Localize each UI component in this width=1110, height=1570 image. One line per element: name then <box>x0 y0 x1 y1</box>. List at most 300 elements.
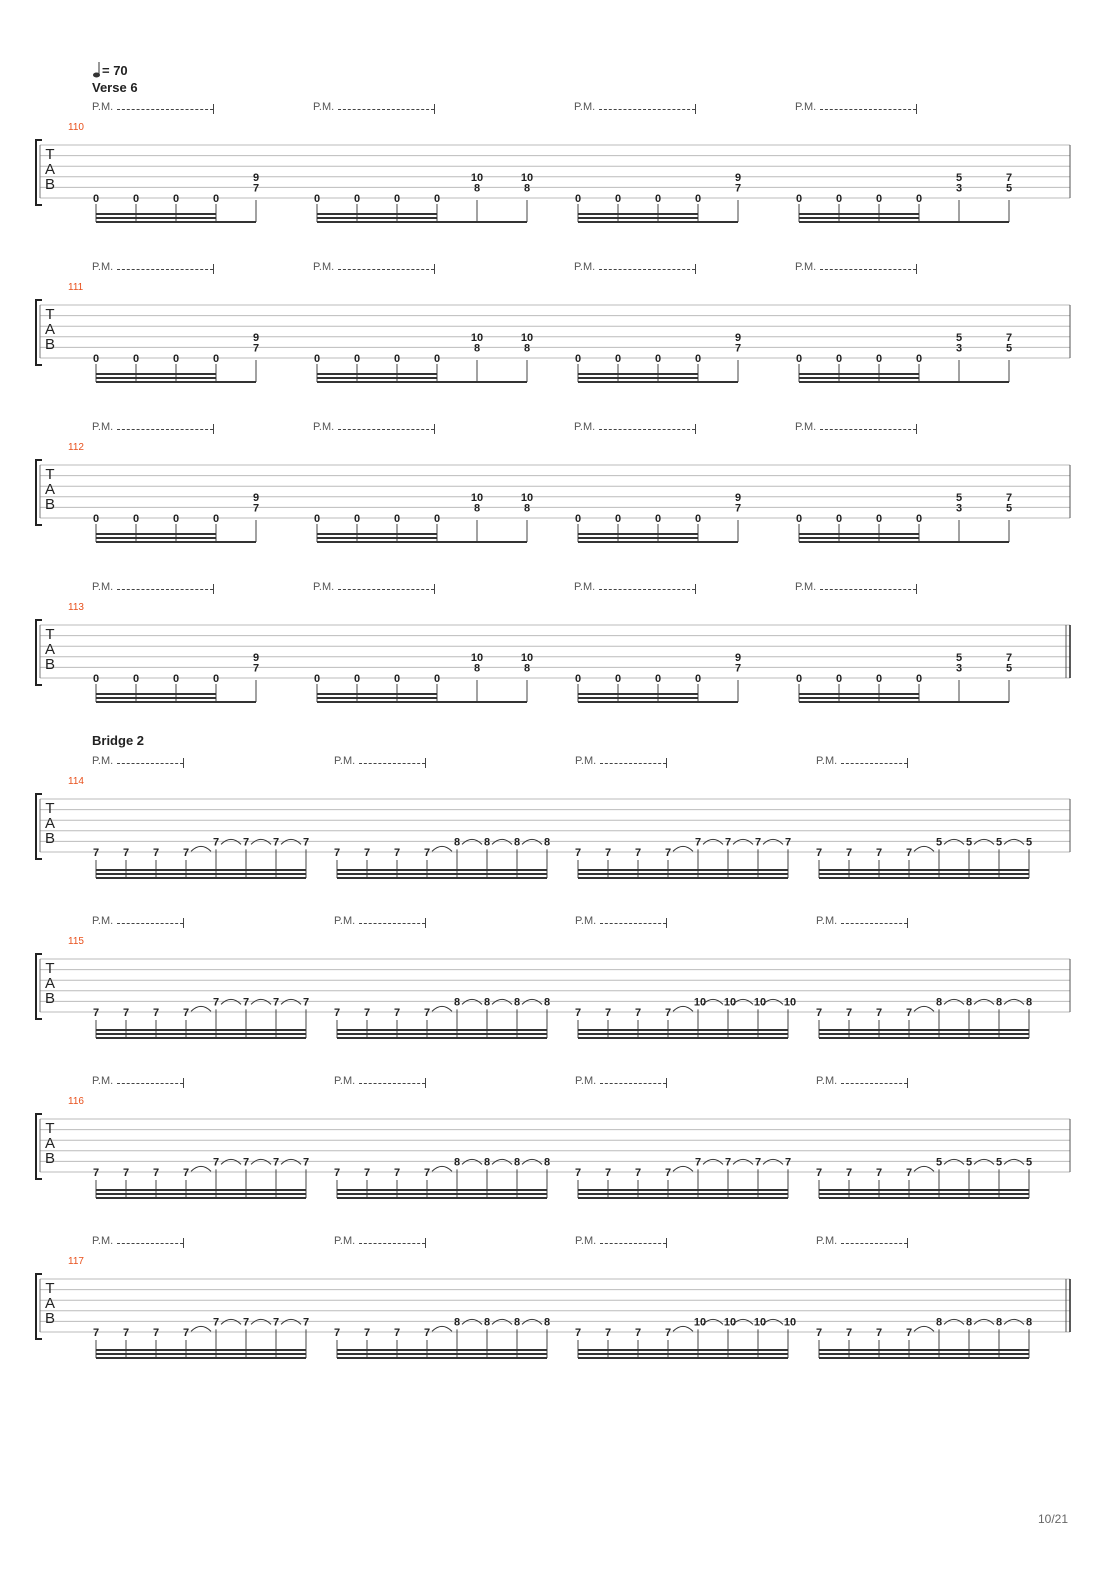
fret-number: 0 <box>915 193 923 205</box>
palm-mute-dashes <box>359 755 425 764</box>
hammer-on-arc <box>733 1159 753 1164</box>
palm-mute-label: P.M. <box>92 421 114 433</box>
palm-mute-label: P.M. <box>816 755 838 767</box>
palm-mute-dashes <box>117 755 183 764</box>
fret-number: 0 <box>915 673 923 685</box>
palm-mute-end <box>916 264 917 274</box>
fret-number: 7 <box>905 1327 913 1339</box>
palm-mute-end <box>213 424 214 434</box>
palm-mute-label: P.M. <box>334 1235 356 1247</box>
hammer-on-arc <box>191 846 211 851</box>
palm-mute-label: P.M. <box>92 915 114 927</box>
palm-mute-end <box>183 1078 184 1088</box>
fret-number: 10 <box>470 171 484 184</box>
fret-number: 0 <box>393 513 401 525</box>
measure-number: 112 <box>68 442 84 453</box>
fret-number: 7 <box>423 847 431 859</box>
hammer-on-arc <box>974 839 994 844</box>
palm-mute-marking <box>92 421 214 434</box>
hammer-on-arc <box>914 846 934 851</box>
fret-number: 0 <box>212 513 220 525</box>
palm-mute-dashes <box>117 261 213 270</box>
palm-mute-marking <box>575 1075 667 1088</box>
palm-mute-marking <box>795 421 917 434</box>
palm-mute-marking <box>92 1235 184 1248</box>
hammer-on-arc <box>1004 839 1024 844</box>
palm-mute-dashes <box>600 1235 666 1244</box>
system-bracket <box>36 140 42 205</box>
fret-number: 0 <box>433 353 441 365</box>
fret-number: 7 <box>694 1156 702 1169</box>
palm-mute-marking <box>334 915 426 928</box>
fret-number: 8 <box>473 342 481 355</box>
fret-number: 7 <box>212 1156 220 1169</box>
palm-mute-end <box>434 424 435 434</box>
tab-staff <box>0 605 1110 715</box>
fret-number: 7 <box>905 1167 913 1179</box>
hammer-on-arc <box>522 1319 542 1324</box>
fret-number: 7 <box>845 1327 853 1339</box>
hammer-on-arc <box>914 1006 934 1011</box>
palm-mute-end <box>666 918 667 928</box>
palm-mute-end <box>183 758 184 768</box>
palm-mute-label: P.M. <box>795 101 817 113</box>
fret-number: 0 <box>795 193 803 205</box>
fret-number: 7 <box>182 1327 190 1339</box>
tab-clef-letter: T <box>45 306 55 323</box>
fret-number: 10 <box>470 651 484 664</box>
system-bracket <box>36 460 42 525</box>
fret-number: 0 <box>915 353 923 365</box>
palm-mute-end <box>907 918 908 928</box>
system-bracket <box>36 300 42 365</box>
fret-number: 0 <box>875 513 883 525</box>
palm-mute-label: P.M. <box>575 915 597 927</box>
hammer-on-arc <box>462 1159 482 1164</box>
palm-mute-label: P.M. <box>313 261 335 273</box>
fret-number: 8 <box>965 1316 973 1329</box>
palm-mute-marking <box>816 755 908 768</box>
fret-number: 5 <box>1005 342 1013 355</box>
fret-number: 0 <box>654 513 662 525</box>
fret-number: 9 <box>734 331 742 344</box>
measure-number: 115 <box>68 936 84 947</box>
tab-clef-letter: A <box>44 481 56 498</box>
palm-mute-marking <box>92 755 184 768</box>
fret-number: 8 <box>453 996 461 1009</box>
fret-number: 0 <box>654 673 662 685</box>
palm-mute-label: P.M. <box>92 261 114 273</box>
palm-mute-label: P.M. <box>816 1235 838 1247</box>
palm-mute-dashes <box>117 421 213 430</box>
fret-number: 7 <box>1005 491 1013 504</box>
fret-number: 7 <box>815 1327 823 1339</box>
palm-mute-marking <box>574 581 696 594</box>
palm-mute-dashes <box>599 421 695 430</box>
palm-mute-marking <box>575 755 667 768</box>
fret-number: 0 <box>433 513 441 525</box>
palm-mute-dashes <box>117 1075 183 1084</box>
fret-number: 7 <box>423 1327 431 1339</box>
fret-number: 7 <box>815 1007 823 1019</box>
palm-mute-end <box>695 104 696 114</box>
fret-number: 0 <box>875 673 883 685</box>
fret-number: 8 <box>523 662 531 675</box>
fret-number: 8 <box>453 836 461 849</box>
quarter-note-icon <box>92 61 102 79</box>
fret-number: 7 <box>272 996 280 1009</box>
palm-mute-label: P.M. <box>795 581 817 593</box>
fret-number: 8 <box>483 1156 491 1169</box>
tab-staff <box>0 285 1110 395</box>
fret-number: 7 <box>574 1327 582 1339</box>
hammer-on-arc <box>221 1159 241 1164</box>
fret-number: 7 <box>734 182 742 195</box>
palm-mute-marking <box>816 1235 908 1248</box>
palm-mute-marking <box>92 261 214 274</box>
palm-mute-marking <box>574 421 696 434</box>
tempo-marking <box>92 61 128 79</box>
fret-number: 8 <box>523 182 531 195</box>
palm-mute-marking <box>574 261 696 274</box>
fret-number: 8 <box>513 1316 521 1329</box>
fret-number: 7 <box>815 847 823 859</box>
palm-mute-dashes <box>338 421 434 430</box>
fret-number: 8 <box>543 1316 551 1329</box>
fret-number: 10 <box>783 996 797 1009</box>
fret-number: 3 <box>955 342 963 355</box>
fret-number: 7 <box>694 836 702 849</box>
hammer-on-arc <box>191 1166 211 1171</box>
fret-number: 0 <box>875 193 883 205</box>
hammer-on-arc <box>944 1159 964 1164</box>
palm-mute-marking <box>816 1075 908 1088</box>
palm-mute-dashes <box>841 1235 907 1244</box>
fret-number: 7 <box>252 182 260 195</box>
fret-number: 7 <box>252 662 260 675</box>
page-number: 10/21 <box>1037 1512 1068 1526</box>
tab-staff <box>0 445 1110 555</box>
palm-mute-label: P.M. <box>334 915 356 927</box>
palm-mute-end <box>666 1078 667 1088</box>
fret-number: 0 <box>915 513 923 525</box>
fret-number: 0 <box>92 193 100 205</box>
palm-mute-label: P.M. <box>92 1075 114 1087</box>
hammer-on-arc <box>432 1006 452 1011</box>
fret-number: 7 <box>272 1156 280 1169</box>
palm-mute-dashes <box>359 915 425 924</box>
hammer-on-arc <box>1004 999 1024 1004</box>
hammer-on-arc <box>221 839 241 844</box>
hammer-on-arc <box>432 1326 452 1331</box>
fret-number: 7 <box>393 1167 401 1179</box>
fret-number: 5 <box>955 651 963 664</box>
hammer-on-arc <box>673 846 693 851</box>
fret-number: 7 <box>182 1007 190 1019</box>
fret-number: 7 <box>92 847 100 859</box>
palm-mute-end <box>213 584 214 594</box>
fret-number: 3 <box>955 502 963 515</box>
fret-number: 0 <box>132 513 140 525</box>
measure-number: 116 <box>68 1096 84 1107</box>
fret-number: 0 <box>393 193 401 205</box>
fret-number: 7 <box>242 836 250 849</box>
palm-mute-dashes <box>338 581 434 590</box>
fret-number: 5 <box>995 1156 1003 1169</box>
fret-number: 7 <box>152 847 160 859</box>
fret-number: 9 <box>734 651 742 664</box>
palm-mute-dashes <box>117 1235 183 1244</box>
palm-mute-dashes <box>117 915 183 924</box>
palm-mute-label: P.M. <box>574 421 596 433</box>
fret-number: 7 <box>845 1167 853 1179</box>
palm-mute-dashes <box>600 755 666 764</box>
tab-clef-letter: A <box>44 1135 56 1152</box>
fret-number: 7 <box>664 1007 672 1019</box>
hammer-on-arc <box>281 1319 301 1324</box>
palm-mute-dashes <box>820 101 916 110</box>
fret-number: 5 <box>995 836 1003 849</box>
fret-number: 0 <box>835 673 843 685</box>
fret-number: 7 <box>182 847 190 859</box>
tab-clef-letter: T <box>45 960 55 977</box>
palm-mute-end <box>425 758 426 768</box>
fret-number: 0 <box>795 353 803 365</box>
fret-number: 0 <box>212 193 220 205</box>
fret-number: 7 <box>122 1167 130 1179</box>
palm-mute-end <box>916 104 917 114</box>
palm-mute-label: P.M. <box>795 261 817 273</box>
fret-number: 7 <box>272 836 280 849</box>
fret-number: 7 <box>1005 331 1013 344</box>
fret-number: 7 <box>242 996 250 1009</box>
palm-mute-label: P.M. <box>92 101 114 113</box>
fret-number: 3 <box>955 662 963 675</box>
palm-mute-end <box>666 1238 667 1248</box>
fret-number: 10 <box>783 1316 797 1329</box>
fret-number: 8 <box>995 1316 1003 1329</box>
fret-number: 7 <box>122 1327 130 1339</box>
fret-number: 0 <box>433 673 441 685</box>
fret-number: 7 <box>393 847 401 859</box>
tab-clef-letter: T <box>45 466 55 483</box>
fret-number: 7 <box>333 1327 341 1339</box>
hammer-on-arc <box>221 1319 241 1324</box>
section-label-verse: Verse 6 <box>92 80 138 95</box>
fret-number: 0 <box>694 193 702 205</box>
fret-number: 8 <box>473 502 481 515</box>
system-bracket <box>36 954 42 1019</box>
palm-mute-label: P.M. <box>574 261 596 273</box>
palm-mute-label: P.M. <box>575 1075 597 1087</box>
palm-mute-dashes <box>841 1075 907 1084</box>
fret-number: 7 <box>604 1007 612 1019</box>
palm-mute-dashes <box>599 101 695 110</box>
hammer-on-arc <box>703 839 723 844</box>
fret-number: 0 <box>353 513 361 525</box>
hammer-on-arc <box>974 1319 994 1324</box>
fret-number: 7 <box>604 1327 612 1339</box>
palm-mute-marking <box>795 581 917 594</box>
palm-mute-dashes <box>600 915 666 924</box>
fret-number: 7 <box>634 1007 642 1019</box>
fret-number: 7 <box>252 342 260 355</box>
hammer-on-arc <box>221 999 241 1004</box>
fret-number: 7 <box>574 1007 582 1019</box>
measure-number: 117 <box>68 1256 84 1267</box>
palm-mute-end <box>695 264 696 274</box>
hammer-on-arc <box>251 839 271 844</box>
tab-clef-letter: A <box>44 161 56 178</box>
palm-mute-marking <box>334 1075 426 1088</box>
fret-number: 9 <box>252 651 260 664</box>
fret-number: 8 <box>543 996 551 1009</box>
tab-clef-letter: A <box>44 321 56 338</box>
fret-number: 9 <box>252 331 260 344</box>
fret-number: 7 <box>845 847 853 859</box>
fret-number: 5 <box>965 836 973 849</box>
palm-mute-marking <box>313 101 435 114</box>
hammer-on-arc <box>251 1159 271 1164</box>
measure-number: 114 <box>68 776 84 787</box>
fret-number: 0 <box>835 513 843 525</box>
tab-clef-letter: T <box>45 800 55 817</box>
fret-number: 8 <box>935 996 943 1009</box>
fret-number: 7 <box>92 1327 100 1339</box>
fret-number: 10 <box>470 331 484 344</box>
fret-number: 0 <box>694 353 702 365</box>
hammer-on-arc <box>432 846 452 851</box>
palm-mute-marking <box>795 101 917 114</box>
palm-mute-end <box>916 584 917 594</box>
hammer-on-arc <box>914 1166 934 1171</box>
fret-number: 7 <box>363 1327 371 1339</box>
palm-mute-dashes <box>820 421 916 430</box>
tab-clef-letter: A <box>44 641 56 658</box>
system-bracket <box>36 1274 42 1339</box>
fret-number: 0 <box>614 513 622 525</box>
hammer-on-arc <box>522 839 542 844</box>
fret-number: 0 <box>574 193 582 205</box>
fret-number: 10 <box>520 331 534 344</box>
fret-number: 5 <box>965 1156 973 1169</box>
hammer-on-arc <box>522 1159 542 1164</box>
palm-mute-end <box>425 1238 426 1248</box>
fret-number: 7 <box>784 836 792 849</box>
fret-number: 0 <box>172 193 180 205</box>
fret-number: 8 <box>935 1316 943 1329</box>
fret-number: 0 <box>574 353 582 365</box>
hammer-on-arc <box>733 839 753 844</box>
fret-number: 7 <box>574 1167 582 1179</box>
hammer-on-arc <box>1004 1319 1024 1324</box>
fret-number: 7 <box>875 1007 883 1019</box>
palm-mute-end <box>907 1078 908 1088</box>
fret-number: 7 <box>212 836 220 849</box>
palm-mute-dashes <box>599 581 695 590</box>
fret-number: 7 <box>212 996 220 1009</box>
palm-mute-label: P.M. <box>334 1075 356 1087</box>
palm-mute-dashes <box>338 101 434 110</box>
hammer-on-arc <box>492 839 512 844</box>
fret-number: 8 <box>965 996 973 1009</box>
fret-number: 7 <box>92 1007 100 1019</box>
palm-mute-marking <box>313 421 435 434</box>
hammer-on-arc <box>974 1159 994 1164</box>
fret-number: 7 <box>724 1156 732 1169</box>
palm-mute-marking <box>92 581 214 594</box>
fret-number: 7 <box>242 1156 250 1169</box>
fret-number: 9 <box>734 171 742 184</box>
fret-number: 8 <box>543 1156 551 1169</box>
fret-number: 7 <box>664 847 672 859</box>
fret-number: 8 <box>995 996 1003 1009</box>
fret-number: 0 <box>654 193 662 205</box>
fret-number: 0 <box>875 353 883 365</box>
fret-number: 7 <box>664 1167 672 1179</box>
fret-number: 10 <box>753 1316 767 1329</box>
fret-number: 7 <box>122 1007 130 1019</box>
palm-mute-marking <box>795 261 917 274</box>
fret-number: 0 <box>393 673 401 685</box>
tab-clef-letter: A <box>44 815 56 832</box>
fret-number: 7 <box>252 502 260 515</box>
fret-number: 10 <box>470 491 484 504</box>
fret-number: 8 <box>473 662 481 675</box>
tab-staff <box>0 1259 1110 1369</box>
palm-mute-label: P.M. <box>313 101 335 113</box>
palm-mute-dashes <box>841 915 907 924</box>
fret-number: 0 <box>92 353 100 365</box>
palm-mute-end <box>434 264 435 274</box>
tab-clef-letter: T <box>45 626 55 643</box>
fret-number: 0 <box>614 193 622 205</box>
fret-number: 7 <box>333 1167 341 1179</box>
fret-number: 7 <box>905 1007 913 1019</box>
palm-mute-end <box>434 584 435 594</box>
palm-mute-end <box>183 918 184 928</box>
fret-number: 7 <box>302 836 310 849</box>
palm-mute-end <box>695 584 696 594</box>
fret-number: 0 <box>132 353 140 365</box>
fret-number: 5 <box>955 331 963 344</box>
fret-number: 8 <box>483 1316 491 1329</box>
tab-clef-letter: B <box>44 656 56 673</box>
fret-number: 10 <box>693 1316 707 1329</box>
fret-number: 7 <box>333 1007 341 1019</box>
fret-number: 7 <box>604 847 612 859</box>
fret-number: 5 <box>1005 502 1013 515</box>
hammer-on-arc <box>914 1326 934 1331</box>
fret-number: 8 <box>523 342 531 355</box>
hammer-on-arc <box>492 1319 512 1324</box>
hammer-on-arc <box>763 839 783 844</box>
fret-number: 7 <box>845 1007 853 1019</box>
fret-number: 0 <box>353 353 361 365</box>
fret-number: 8 <box>543 836 551 849</box>
palm-mute-label: P.M. <box>313 581 335 593</box>
fret-number: 8 <box>1025 996 1033 1009</box>
fret-number: 7 <box>152 1327 160 1339</box>
hammer-on-arc <box>673 1166 693 1171</box>
hammer-on-arc <box>492 999 512 1004</box>
system-bracket <box>36 1114 42 1179</box>
fret-number: 9 <box>734 491 742 504</box>
fret-number: 3 <box>955 182 963 195</box>
fret-number: 8 <box>483 836 491 849</box>
system-bracket <box>36 620 42 685</box>
fret-number: 7 <box>302 1156 310 1169</box>
